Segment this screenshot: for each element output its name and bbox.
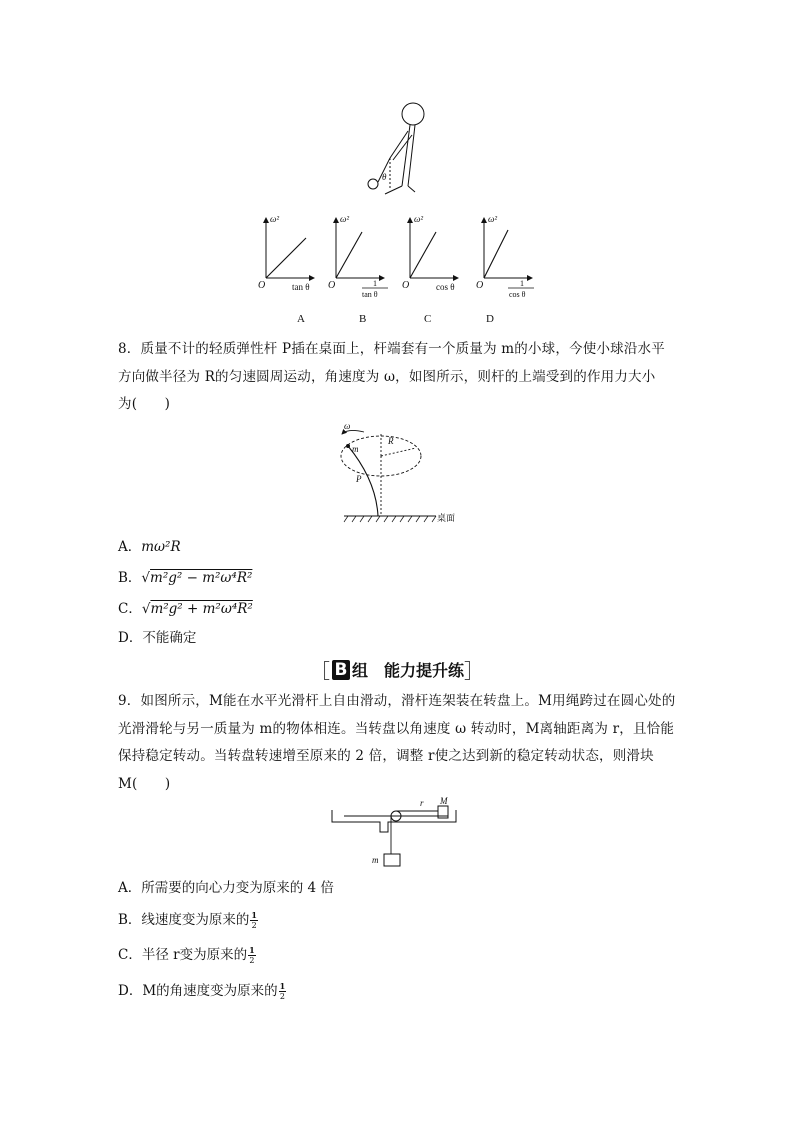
graph-c-xlabel: cos θ [436,282,455,292]
q8-stem-line3: 为( ) [118,396,171,412]
head-circle [402,103,424,125]
q9-fig-m: m [372,855,379,865]
angle-label: θ [382,172,387,182]
section-header: ［ B 组 能力提升练］ [309,659,484,683]
ball-circle [368,179,378,189]
graph-b-origin: O [328,280,336,291]
graph-d-ylabel: ω² [488,214,498,224]
q9-stem-line1: 9．如图所示，M能在水平光滑杆上自由滑动，滑杆连架装在转盘上。M用绳跨过在圆心处的 [118,693,676,709]
graph-c-ylabel: ω² [414,214,424,224]
graph-b-letter: B [359,313,367,325]
ball [346,444,350,448]
q9-stem-line2: 光滑滑轮与另一质量为 m的物体相连。当转盘以角速度 ω 转动时，M离轴距离为 r，且恰能 [118,720,675,737]
q9-c-fraction: $\frac{1}{2}$ [249,945,255,965]
graph-b-ylabel: ω² [340,214,350,224]
q8-fig-r: R [388,436,394,446]
graph-b-frac-den: tan θ [362,290,378,299]
graph-c-origin: O [402,280,410,291]
section-letter-badge: B [332,660,350,680]
q8-figure [338,420,468,528]
q8-option-b[interactable]: B．√m²g² − m²ω⁴R² [118,570,253,586]
q9-stem-line3: 保持稳定转动。当转盘转速增至原来的 2 倍，调整 r使之达到新的稳定转动状态，则滑块 [118,748,654,764]
graph-c-letter: C [424,313,432,325]
q8-option-d[interactable]: D．不能确定 [118,630,197,646]
sqrt-icon: √ [141,601,151,617]
rod-p [348,446,378,516]
graph-a [258,214,314,325]
graph-a-xlabel: tan θ [292,282,310,292]
graph-b-line [336,232,362,278]
q8-fig-omega: ω [344,421,351,431]
q9-stem-line4: M( ) [118,775,171,792]
graph-b-frac-num: 1 [373,279,377,288]
hanging-mass [384,854,400,866]
q9-figure [330,796,464,872]
graph-a-ylabel: ω² [270,214,280,224]
radius-line-2 [381,448,416,456]
q8-stem [118,336,688,419]
q8-fig-p: P [356,474,362,484]
sqrt-icon: √ [141,570,151,586]
graph-d-frac-den: cos θ [509,290,526,299]
graph-a-origin: O [258,280,266,291]
q9-b-fraction: $\frac{1}{2}$ [251,910,257,930]
q8-option-c[interactable]: C．√m²g² + m²ω⁴R² [118,601,253,617]
graph-b [328,214,388,325]
graph-d-origin: O [476,280,484,291]
graph-d-frac-num: 1 [520,279,524,288]
q8-stem-line1: 8．质量不计的轻质弹性杆 P插在桌面上，杆端套有一个质量为 m的小球，今使小球沿水平 [118,341,665,357]
graph-c-line [410,232,436,278]
q9-stem [118,688,688,798]
graph-c [402,214,458,325]
q9-d-fraction: $\frac{1}{2}$ [279,981,286,1001]
swing-figure [360,98,440,198]
q8-stem-line2: 方向做半径为 R的匀速圆周运动，角速度为 ω，如图所示，则杆的上端受到的作用力大小 [118,368,656,385]
q9-fig-bigm: M [440,796,448,806]
graph-a-line [266,238,306,278]
q8-option-a[interactable]: A．mω²R [118,539,181,555]
q8-fig-m: m [352,444,359,454]
q9-fig-r: r [420,798,424,808]
q8-fig-ground: 桌面 [437,513,456,523]
graph-d-line [484,230,508,278]
graph-a-letter: A [297,313,305,325]
q9-option-c[interactable]: C．半径 r变为原来的 $\frac{1}{2}$ [118,945,255,965]
graph-d-letter: D [486,313,494,325]
q9-option-b[interactable]: B．线速度变为原来的 $\frac{1}{2}$ [118,910,257,930]
graph-d [476,214,534,325]
graph-options [252,208,552,330]
q9-option-a[interactable]: A．所需要的向心力变为原来的 4 倍 [118,880,334,896]
q9-option-d[interactable]: D．M的角速度变为原来的 $\frac{1}{2}$ [118,981,286,1001]
